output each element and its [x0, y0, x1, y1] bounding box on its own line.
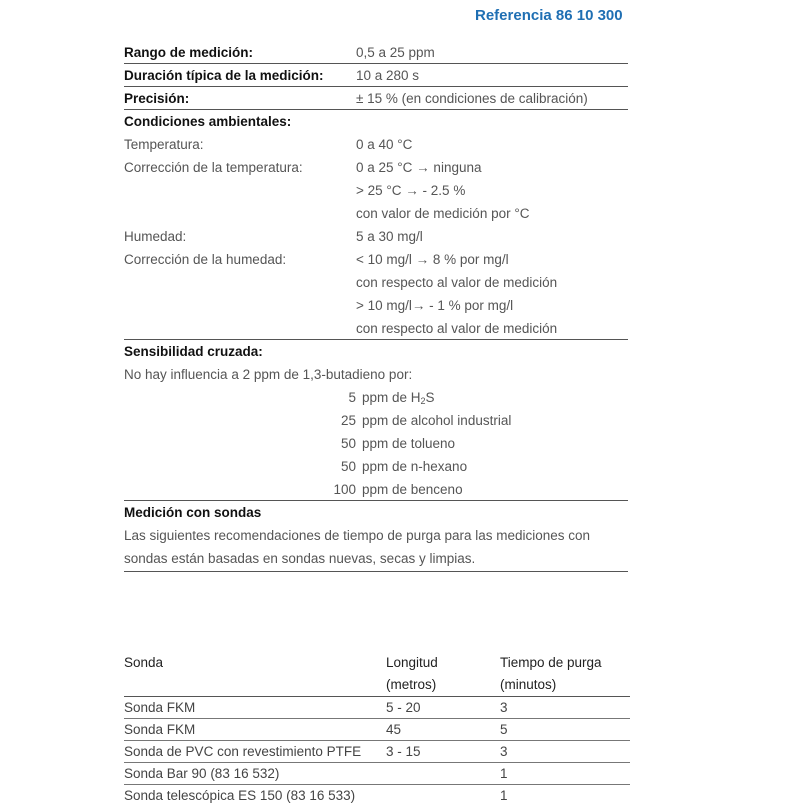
- reference-number: Referencia 86 10 300: [475, 7, 623, 24]
- duration-label: Duración típica de la medición:: [124, 68, 356, 83]
- hum-corr-line: > 10 mg/l→ - 1 % por mg/l: [356, 298, 628, 313]
- cell-length: [386, 763, 500, 785]
- temp-corr-line: 0 a 25 °C → ninguna: [356, 160, 628, 175]
- cross-item-num: 100: [328, 482, 362, 497]
- header-length: Longitud (metros): [386, 652, 500, 697]
- cell-purge-time: 3: [500, 741, 630, 763]
- purge-time-table: [124, 652, 630, 806]
- cross-item: [124, 455, 628, 478]
- specifications: [124, 41, 628, 572]
- cell-probe: Sonda telescópica ES 150 (83 16 533): [124, 785, 386, 806]
- table-row: [124, 763, 630, 785]
- cross-item: [124, 386, 628, 409]
- hum-corr-row-4: [124, 317, 628, 340]
- cross-item-text: ppm de n-hexano: [362, 459, 467, 474]
- hum-value: 5 a 30 mg/l: [356, 229, 628, 244]
- header-probe: Sonda: [124, 652, 386, 697]
- cell-purge-time: 1: [500, 785, 630, 806]
- cross-item-tail: S: [426, 390, 435, 405]
- duration-value: 10 a 280 s: [356, 68, 628, 83]
- cross-item-text-a: ppm de H: [362, 390, 421, 405]
- hum-corr-row-3: [124, 294, 628, 317]
- precision-value: ± 15 % (en condiciones de calibración): [356, 91, 628, 106]
- hum-label: Humedad:: [124, 229, 356, 244]
- cell-probe: Sonda FKM: [124, 697, 386, 719]
- hum-corr-line: con respecto al valor de medición: [356, 321, 628, 336]
- spec-duration-row: [124, 64, 628, 87]
- temp-value: 0 a 40 °C: [356, 137, 628, 152]
- table-header-row: [124, 652, 630, 697]
- temp-corr-row-2: [124, 179, 628, 202]
- probes-title: Medición con sondas: [124, 505, 261, 520]
- table-row: [124, 741, 630, 763]
- cross-item: [124, 432, 628, 455]
- hum-corr-row-2: [124, 271, 628, 294]
- cell-length: 45: [386, 719, 500, 741]
- env-title-row: [124, 110, 628, 133]
- cell-purge-time: 5: [500, 719, 630, 741]
- hum-corr-label: Corrección de la humedad:: [124, 252, 356, 267]
- header-purge-time: Tiempo de purga (minutos): [500, 652, 630, 697]
- hum-row: [124, 225, 628, 248]
- table-row: [124, 697, 630, 719]
- cell-probe: Sonda de PVC con revestimiento PTFE: [124, 741, 386, 763]
- cross-item-sub: 2: [421, 396, 426, 406]
- cross-item-num: 50: [328, 436, 362, 451]
- cross-title-row: [124, 340, 628, 363]
- temp-label: Temperatura:: [124, 137, 356, 152]
- cross-intro-row: [124, 363, 628, 386]
- range-value: 0,5 a 25 ppm: [356, 45, 628, 60]
- cross-item-num: 50: [328, 459, 362, 474]
- cross-intro: No hay influencia a 2 ppm de 1,3-butadieno por:: [124, 367, 412, 382]
- cross-item-text: ppm de tolueno: [362, 436, 455, 451]
- cross-item-num: 5: [328, 390, 362, 405]
- env-title: Condiciones ambientales:: [124, 114, 291, 129]
- probes-text: Las siguientes recomendaciones de tiempo de purga para las mediciones con sondas están basadas en sondas nuevas, secas y limpias.: [124, 524, 628, 572]
- cross-item: [124, 478, 628, 501]
- cell-purge-time: 3: [500, 697, 630, 719]
- temp-row: [124, 133, 628, 156]
- range-label: Rango de medición:: [124, 45, 356, 60]
- cross-item-num: 25: [328, 413, 362, 428]
- temp-corr-row-3: [124, 202, 628, 225]
- table-row: [124, 785, 630, 806]
- temp-corr-row: [124, 156, 628, 179]
- probes-title-row: [124, 501, 628, 524]
- precision-label: Precisión:: [124, 91, 356, 106]
- table-row: [124, 719, 630, 741]
- cross-item-text: ppm de alcohol industrial: [362, 413, 511, 428]
- cross-item-text: [362, 390, 435, 406]
- hum-corr-line: < 10 mg/l → 8 % por mg/l: [356, 252, 628, 267]
- temp-corr-line: > 25 °C → - 2.5 %: [356, 183, 628, 198]
- spec-range-row: [124, 41, 628, 64]
- cell-length: 3 - 15: [386, 741, 500, 763]
- cell-probe: Sonda Bar 90 (83 16 532): [124, 763, 386, 785]
- hum-corr-row: [124, 248, 628, 271]
- cross-item: [124, 409, 628, 432]
- cross-item-text: ppm de benceno: [362, 482, 463, 497]
- hum-corr-line: con respecto al valor de medición: [356, 275, 628, 290]
- cell-probe: Sonda FKM: [124, 719, 386, 741]
- cell-length: 5 - 20: [386, 697, 500, 719]
- cross-title: Sensibilidad cruzada:: [124, 344, 263, 359]
- temp-corr-label: Corrección de la temperatura:: [124, 160, 356, 175]
- cell-purge-time: 1: [500, 763, 630, 785]
- cell-length: [386, 785, 500, 806]
- spec-precision-row: [124, 87, 628, 110]
- temp-corr-line: con valor de medición por °C: [356, 206, 628, 221]
